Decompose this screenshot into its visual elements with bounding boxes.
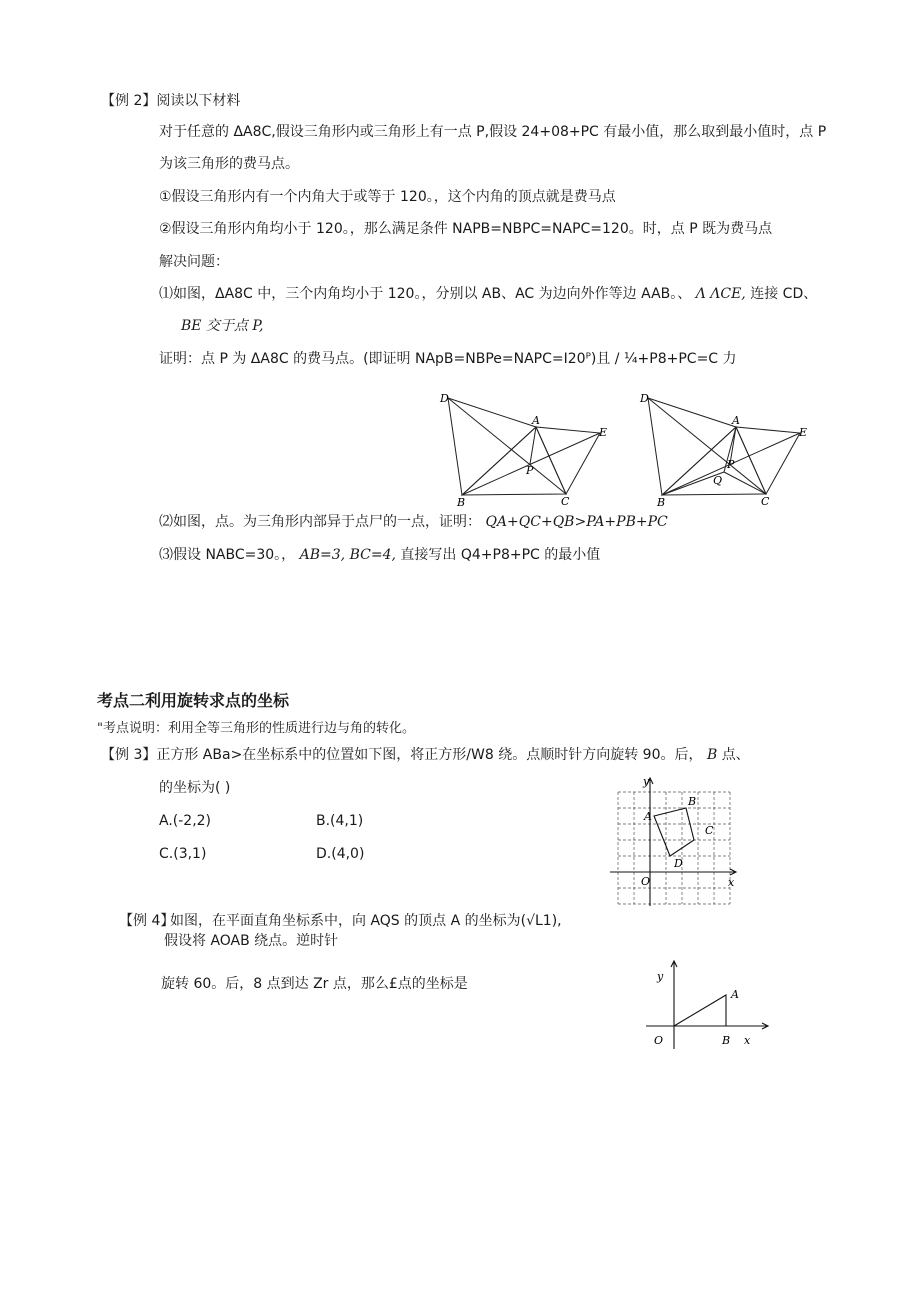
example2-question2: [159, 513, 668, 531]
ex3-point-b: B: [706, 747, 718, 763]
label-x-axis: x: [744, 1034, 751, 1047]
example2-heading: 【例 2】阅读以下材料: [101, 93, 241, 109]
label-b-left: B: [457, 496, 466, 509]
q3-tail: 直接写出 Q4+P8+PC 的最小值: [400, 547, 601, 563]
fermat-figure-right: [636, 388, 816, 509]
equilateral-abd-left: [448, 398, 536, 495]
grid-lines: [618, 792, 730, 904]
square-grid-figure: [600, 772, 740, 907]
label-a-left: A: [532, 414, 540, 427]
example2-solve-label: 解决问题：: [159, 254, 229, 270]
example4-line1: 如图，在平面直角坐标系中，向 AQS 的顶点 A 的坐标为(√L1),: [170, 913, 562, 929]
ex3-text: 【例 3】正方形 ABa>在坐标系中的位置如下图，将正方形/W8 绕。点顺时针方向旋转 90。后，: [101, 747, 703, 763]
label-y-axis: y: [657, 970, 664, 983]
triangle-oab: [674, 995, 726, 1026]
q2-inequality: QA+QC+QB>PA+PB+PC: [485, 514, 668, 530]
section-note: "考点说明：利用全等三角形的性质进行边与角的转化。: [97, 721, 415, 736]
segment-cd-left: [448, 398, 566, 494]
segment-cq-right: [724, 472, 766, 494]
label-c-left: C: [561, 495, 570, 508]
segment-ap-left: [530, 427, 536, 464]
label-d-left: D: [440, 392, 449, 405]
label-q-right: Q: [713, 474, 723, 487]
label-c-right: C: [761, 495, 770, 508]
option-a: A.(-2,2): [159, 813, 212, 829]
option-c: C.(3,1): [159, 846, 207, 862]
q1-tail: 连接 CD、: [750, 286, 818, 302]
example2-rule2: ②假设三角形内角均小于 120。，那么满足条件 NAPB=NBPC=NAPC=120。时，点 P 既为费马点: [159, 221, 773, 237]
label-c: C: [705, 824, 714, 837]
segment-cd-right: [648, 398, 766, 494]
label-origin: O: [654, 1034, 664, 1047]
example2-question3: [159, 546, 600, 564]
label-a: A: [731, 988, 739, 1001]
example2-rule1: ①假设三角形内有一个内角大于或等于 120。，这个内角的顶点就是费马点: [159, 189, 616, 205]
ex3-tail: 点、: [721, 747, 750, 763]
section-title: 考点二利用旋转求点的坐标: [97, 691, 290, 710]
example2-question1-line2: BE 交于点 P,: [181, 318, 264, 334]
label-b-right: B: [657, 496, 666, 509]
label-y-axis: y: [643, 775, 650, 788]
option-b: B.(4,1): [316, 813, 364, 829]
option-d: D.(4,0): [316, 846, 365, 862]
label-x-axis: x: [728, 876, 735, 889]
label-b: B: [722, 1034, 731, 1047]
example3-line2: 的坐标为( ): [159, 780, 231, 796]
label-p-left: P: [526, 464, 534, 477]
label-b: B: [688, 795, 697, 808]
example4-line2: 假设将 AOAB 绕点。逆时针: [164, 933, 339, 949]
example3-line1: [101, 746, 750, 764]
label-d: D: [674, 857, 683, 870]
label-d-right: D: [640, 392, 649, 405]
q1-text: ⑴如图，ΔA8C 中，三个内角均小于 120。，分别以 AB、AC 为边向外作等边 AAB。、: [159, 286, 692, 302]
example2-question1-proof: 证明：点 P 为 ΔA8C 的费马点。(即证明 NApB=NBPe=NAPC=I20ᴾ)且 / ¼+P8+PC=C 力: [159, 351, 737, 367]
q1-italic-ace: Λ ΛCE,: [695, 286, 746, 302]
label-a-right: A: [732, 414, 740, 427]
q2-text: ⑵如图，点。为三角形内部异于点尸的一点，证明：: [159, 514, 481, 530]
example2-paragraph-line2: 为该三角形的费马点。: [159, 156, 299, 172]
example4-label: 【例 4】: [119, 913, 175, 929]
example4-line3: 旋转 60。后，8 点到达 Zr 点，那么£点的坐标是: [161, 976, 468, 992]
example2-question1-line1: [159, 285, 817, 303]
example2-paragraph-line1: 对于任意的 ΔA8C,假设三角形内或三角形上有一点 P,假设 24+08+PC 有最小值，那么取到最小值时，点 P: [159, 124, 827, 140]
label-e-right: E: [799, 426, 808, 439]
label-origin: O: [641, 875, 651, 888]
label-p-right: P: [727, 458, 735, 471]
equilateral-abd-right: [648, 398, 736, 495]
q3-text: ⑶假设 NABC=30。，: [159, 547, 296, 563]
label-e-left: E: [599, 426, 608, 439]
fermat-figure-left: [436, 388, 616, 509]
square-abcd: [654, 808, 694, 856]
q3-sides: AB=3, BC=4,: [299, 547, 396, 563]
triangle-abc-left: [462, 427, 566, 495]
triangle-oab-figure: [640, 955, 780, 1055]
label-a: A: [644, 810, 652, 823]
